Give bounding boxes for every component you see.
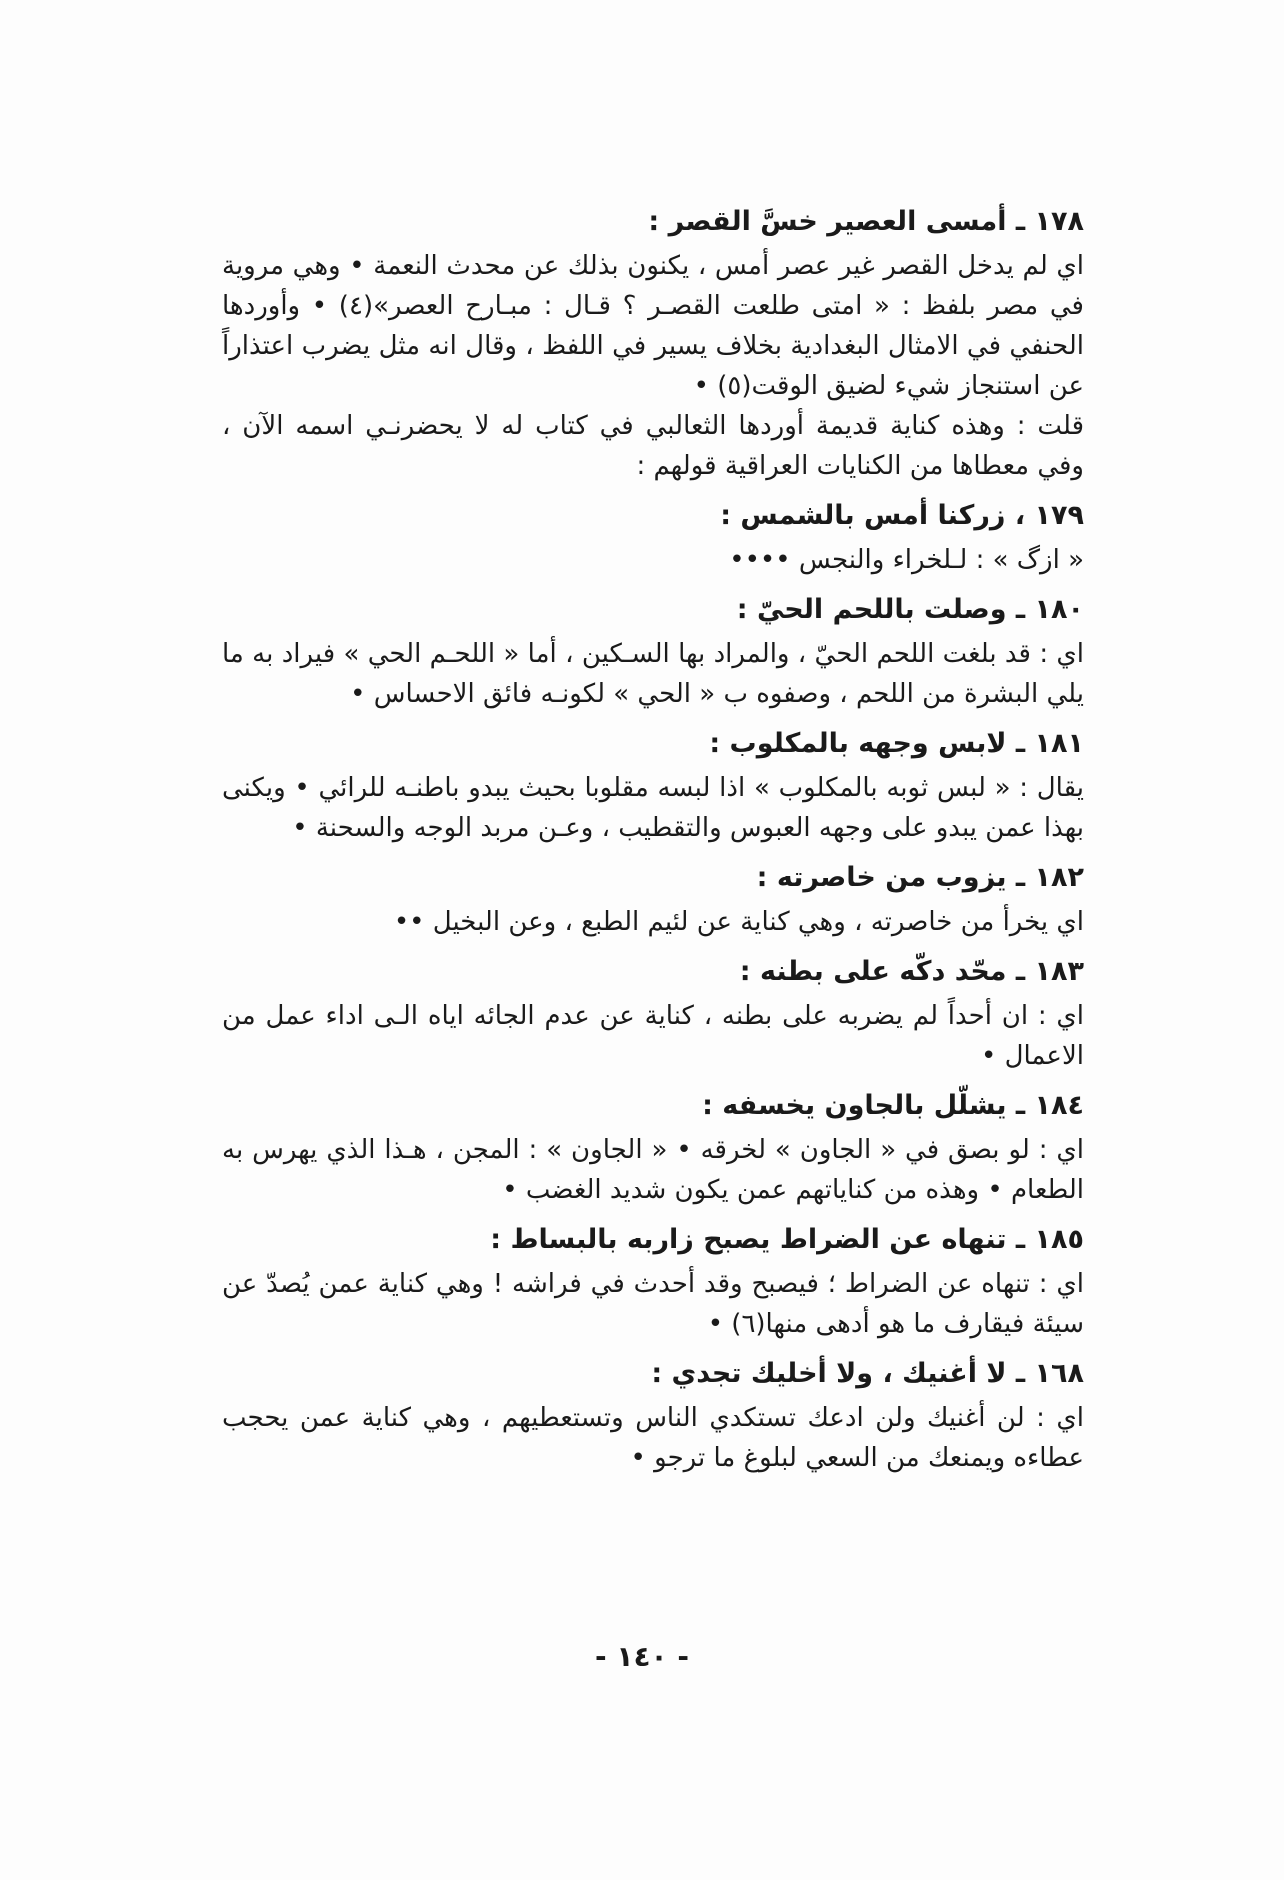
entry-body xyxy=(222,768,1084,848)
entry-paragraph: قلت : وهذه كناية قديمة أوردها الثعالبي في كتاب له لا يحضرنـي اسمه الآن ، وفي معطاها من الكنايات العراقية قولهم : xyxy=(222,411,1084,481)
entry-number: ١٨٤ xyxy=(1034,1090,1084,1121)
entry-title: ـ لابس وجهه بالمكلوب : xyxy=(709,728,1026,759)
entry-title: ـ محّد دكّه على بطنه : xyxy=(739,956,1026,987)
entry-heading xyxy=(222,1084,1084,1128)
entry-181 xyxy=(222,722,1084,848)
entry-paragraph: اي لم يدخل القصر غير عصر أمس ، يكنون بذلك عن محدث النعمة • وهي مروية في مصر بلفظ : « امتى طلعت القصـر ؟ قـال : مبـارح العصر»(٤) • وأوردها الحنفي في الامثال البغدادية بخلاف يسير في اللفظ ، وقال انه مثل يضرب اعتذاراً عن استنجاز شيء لضيق الوقت(٥) • xyxy=(222,251,1084,401)
entry-183 xyxy=(222,950,1084,1076)
entry-body xyxy=(222,540,1084,580)
entry-number: ١٨٥ xyxy=(1034,1224,1084,1255)
entry-number: ١٨٣ xyxy=(1034,956,1084,987)
entry-heading: ١٧٨ ـ أمسى العصير خسَّ القصر : xyxy=(648,206,1084,237)
entry-180 xyxy=(222,588,1084,714)
page-number: - ١٤٠ - xyxy=(594,1640,690,1673)
entry-number: ١٦٨ xyxy=(1034,1358,1084,1389)
entry-title: ـ يشلّل بالجاون يخسفه : xyxy=(702,1090,1026,1121)
entry-178 xyxy=(222,200,1084,486)
entry-body xyxy=(222,1398,1084,1478)
entry-heading xyxy=(222,494,1084,538)
entry-title: ، زركنا أمس بالشمس : xyxy=(720,500,1026,531)
entry-number: ١٧٩ xyxy=(1034,500,1084,531)
entry-heading xyxy=(222,1218,1084,1262)
entry-paragraph: اي : لن أغنيك ولن ادعك تستكدي الناس وتستعطيهم ، وهي كناية عمن يحجب عطاءه ويمنعك من السعي لبلوغ ما ترجو • xyxy=(222,1403,1084,1473)
entry-heading xyxy=(222,1352,1084,1396)
entry-185 xyxy=(222,1218,1084,1344)
entry-title: ـ يزوب من خاصرته : xyxy=(756,862,1026,893)
entry-179 xyxy=(222,494,1084,580)
entry-title: أمسى العصير خسَّ القصر : xyxy=(648,206,1007,237)
entry-heading xyxy=(222,588,1084,632)
entry-number: ١٨٢ xyxy=(1034,862,1084,893)
entry-paragraph: اي : قد بلغت اللحم الحيّ ، والمراد بها السـكين ، أما « اللحـم الحي » فيراد به ما يلي البشرة من اللحم ، وصفوه ب « الحي » لكونـه فائق الاحساس • xyxy=(222,639,1084,709)
entry-number: ١٨٠ xyxy=(1034,594,1084,625)
entry-title: ـ لا أغنيك ، ولا أخليك تجدي : xyxy=(651,1358,1026,1389)
entry-paragraph: اي يخرأ من خاصرته ، وهي كناية عن لئيم الطبع ، وعن البخيل •• xyxy=(393,907,1084,937)
entry-number: ١٨١ xyxy=(1034,728,1084,759)
entry-heading xyxy=(222,722,1084,766)
entry-body xyxy=(222,246,1084,486)
entry-paragraph: اي : لو بصق في « الجاون » لخرقه • « الجاون » : المجن ، هـذا الذي يهرس به الطعام • وهذه من كناياتهم عمن يكون شديد الغضب • xyxy=(222,1135,1084,1205)
entry-182 xyxy=(222,856,1084,942)
entry-heading xyxy=(222,950,1084,994)
entry-paragraph: اي : تنهاه عن الضراط ؛ فيصبح وقد أحدث في فراشه ! وهي كناية عمن يُصدّ عن سيئة فيقارف ما هو أدهى منها(٦) • xyxy=(222,1269,1084,1339)
entry-paragraph: يقال : « لبس ثوبه بالمكلوب » اذا لبسه مقلوبا بحيث يبدو باطنـه للرائي • ويكنى بهذا عمن يبدو على وجهه العبوس والتقطيب ، وعـن مربد الوجه والسحنة • xyxy=(222,773,1084,843)
entry-paragraph: « ازگ » : لـلخراء والنجس •••• xyxy=(729,545,1084,575)
page-text xyxy=(222,200,1084,1486)
entry-number: ١٧٨ xyxy=(1034,206,1084,237)
entry-184 xyxy=(222,1084,1084,1210)
entry-heading xyxy=(222,856,1084,900)
entry-body xyxy=(222,1130,1084,1210)
entry-title: ـ تنهاه عن الضراط يصبح زاربه بالبساط : xyxy=(490,1224,1026,1255)
entry-body xyxy=(222,1264,1084,1344)
entry-title: ـ وصلت باللحم الحيّ : xyxy=(736,594,1026,625)
entry-body xyxy=(222,996,1084,1076)
entry-body xyxy=(222,902,1084,942)
entry-168 xyxy=(222,1352,1084,1478)
entry-body xyxy=(222,634,1084,714)
entry-paragraph: اي : ان أحداً لم يضربه على بطنه ، كناية عن عدم الجائه اياه الـى اداء عمل من الاعمال • xyxy=(222,1001,1084,1071)
